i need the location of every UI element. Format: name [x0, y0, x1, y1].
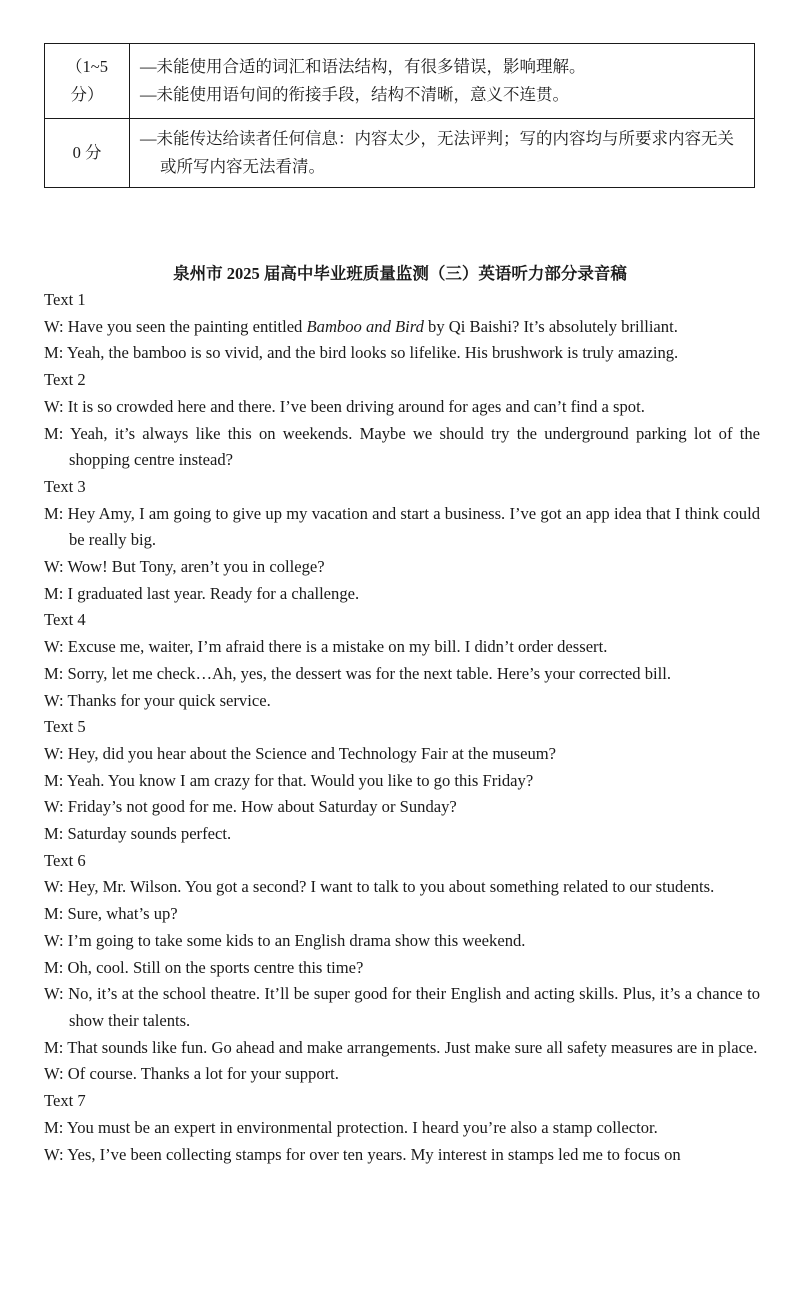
section-label: Text 6	[44, 850, 86, 870]
dialogue-text: M: Hey Amy, I am going to give up my vacation and start a business. I’ve got an app idea that I think could be really big.	[44, 503, 760, 550]
dialogue-text: W: Wow! But Tony, aren’t you in college?	[44, 557, 325, 577]
dialogue-text: W: Have you seen the painting entitled	[44, 316, 307, 336]
dialogue-line	[44, 501, 760, 554]
section-label: Text 2	[44, 370, 86, 390]
dialogue-line	[44, 928, 760, 955]
dialogue-line	[44, 581, 760, 608]
dialogue-line	[44, 874, 760, 901]
dialogue-text: M: That sounds like fun. Go ahead and make arrangements. Just make sure all safety measures are in place.	[44, 1037, 758, 1057]
dialogue-text: W: Excuse me, waiter, I’m afraid there is a mistake on my bill. I didn’t order dessert.	[44, 637, 608, 657]
dialogue-line	[44, 661, 760, 688]
scoring-rubric-table	[44, 43, 755, 188]
rubric-score-cell	[45, 44, 130, 119]
dialogue-text: W: It is so crowded here and there. I’ve been driving around for ages and can’t find a spot.	[44, 396, 645, 416]
dialogue-line	[44, 554, 760, 581]
dialogue-line	[44, 394, 760, 421]
transcript-section	[44, 367, 760, 474]
dialogue-text: W: Hey, Mr. Wilson. You got a second? I want to talk to you about something related to our students.	[44, 877, 715, 897]
dialogue-line	[44, 1061, 760, 1088]
section-label: Text 5	[44, 717, 86, 737]
dialogue-text: W: I’m going to take some kids to an English drama show this weekend.	[44, 930, 526, 950]
transcript-section	[44, 607, 760, 714]
section-label: Text 7	[44, 1091, 86, 1111]
dialogue-text: M: Sorry, let me check…Ah, yes, the dessert was for the next table. Here’s your corrected bill.	[44, 663, 671, 683]
dialogue-line	[44, 901, 760, 928]
dialogue-line	[44, 821, 760, 848]
dialogue-text: M: Yeah, it’s always like this on weekends. Maybe we should try the underground parking lot of the shopping centre instead?	[44, 423, 760, 470]
dialogue-text: M: Yeah, the bamboo is so vivid, and the bird looks so lifelike. His brushwork is truly amazing.	[44, 343, 679, 363]
listening-transcript	[44, 287, 760, 1168]
rubric-criterion: —未能使用合适的词汇和语法结构，有很多错误，影响理解。	[140, 57, 586, 76]
rubric-row	[45, 119, 755, 188]
dialogue-line	[44, 794, 760, 821]
dialogue-text: M: You must be an expert in environmental protection. I heard you’re also a stamp collector.	[44, 1117, 658, 1137]
dialogue-line	[44, 340, 760, 367]
transcript-title: 泉州市 2025 届高中毕业班质量监测（三）英语听力部分录音稿	[173, 264, 627, 283]
dialogue-line	[44, 1115, 760, 1142]
dialogue-text: M: I graduated last year. Ready for a challenge.	[44, 583, 360, 603]
dialogue-text: W: Thanks for your quick service.	[44, 690, 271, 710]
dialogue-line	[44, 768, 760, 795]
section-label: Text 1	[44, 290, 86, 309]
dialogue-text: M: Yeah. You know I am crazy for that. Would you like to go this Friday?	[44, 770, 534, 790]
dialogue-line	[44, 1035, 760, 1062]
rubric-score-line: 0 分	[72, 143, 102, 162]
dialogue-text: M: Saturday sounds perfect.	[44, 824, 232, 844]
transcript-section	[44, 714, 760, 848]
section-label: Text 4	[44, 610, 86, 630]
dialogue-text: M: Oh, cool. Still on the sports centre this time?	[44, 957, 364, 977]
dialogue-line	[44, 688, 760, 715]
transcript-section	[44, 848, 760, 1088]
dialogue-line	[44, 955, 760, 982]
dialogue-text: W: No, it’s at the school theatre. It’ll be super good for their English and acting skills. Plus, it’s a chance to show their talents.	[44, 984, 760, 1030]
dialogue-text: W: Yes, I’ve been collecting stamps for over ten years. My interest in stamps led me to focus on	[44, 1144, 681, 1164]
transcript-section	[44, 474, 760, 608]
transcript-section	[44, 287, 760, 367]
dialogue-text: W: Of course. Thanks a lot for your support.	[44, 1064, 339, 1084]
dialogue-line	[44, 981, 760, 1034]
dialogue-line	[44, 421, 760, 474]
dialogue-line	[44, 314, 760, 341]
painting-title: Bamboo and Bird	[306, 316, 424, 336]
dialogue-text: M: Sure, what’s up?	[44, 904, 178, 924]
rubric-score-cell	[45, 119, 130, 188]
rubric-row	[45, 44, 755, 119]
rubric-score-line: 分）	[70, 85, 104, 104]
dialogue-text: by Qi Baishi? It’s absolutely brilliant.	[423, 316, 678, 336]
rubric-description-cell	[130, 119, 755, 188]
dialogue-text: W: Friday’s not good for me. How about Saturday or Sunday?	[44, 797, 457, 817]
dialogue-line	[44, 741, 760, 768]
rubric-score-line: （1~5	[66, 57, 108, 76]
dialogue-line	[44, 1142, 760, 1169]
section-label: Text 3	[44, 476, 86, 496]
rubric-criterion: —未能传达给读者任何信息：内容太少，无法评判；写的内容均与所要求内容无关或所写内容无法看清。	[140, 129, 734, 176]
dialogue-line	[44, 634, 760, 661]
rubric-criterion: —未能使用语句间的衔接手段，结构不清晰，意义不连贯。	[140, 85, 569, 104]
rubric-description-cell	[130, 44, 755, 119]
transcript-section	[44, 1088, 760, 1168]
dialogue-text: W: Hey, did you hear about the Science and Technology Fair at the museum?	[44, 743, 557, 763]
